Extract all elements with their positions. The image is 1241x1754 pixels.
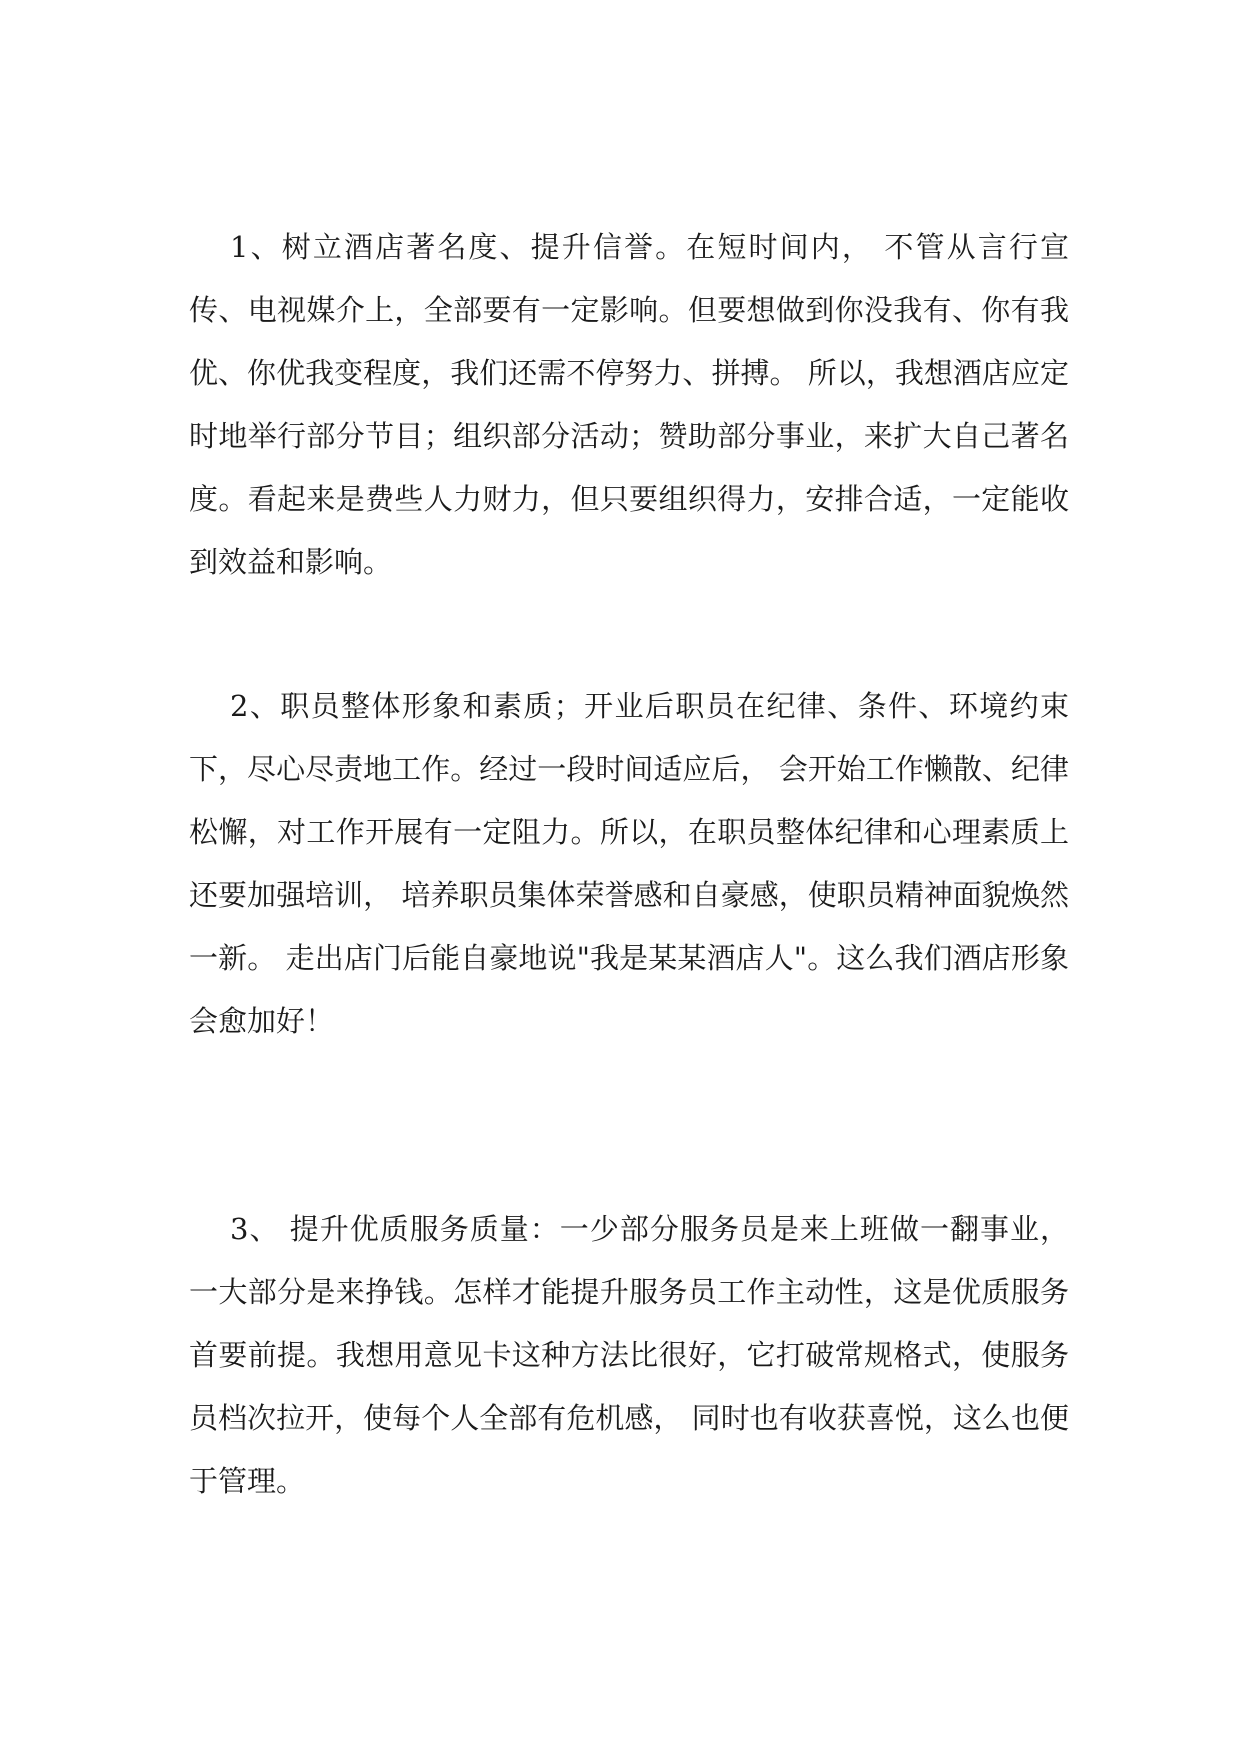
paragraph-2: 2、职员整体形象和素质；开业后职员在纪律、条件、环境约束下，尽心尽责地工作。经过一段时间适应后， 会开始工作懒散、纪律松懈，对工作开展有一定阻力。所以，在职员整体纪律和心理素质上还要加强培训， 培养职员集体荣誉感和自豪感，使职员精神面貌焕然一新。 走出店门后能自豪地说"我是某某酒店人"。这么我们酒店形象会愈加好！ bbox=[189, 689, 1069, 1038]
paragraph-1: 1、树立酒店著名度、提升信誉。在短时间内， 不管从言行宣传、电视媒介上，全部要有一定影响。但要想做到你没我有、你有我优、你优我变程度，我们还需不停努力、拼搏。 所以，我想酒店应定时地举行部分节目；组织部分活动；赞助部分事业，来扩大自己著名度。看起来是费些人力财力，但只要组织得力，安排合适，一定能收到效益和影响。 bbox=[189, 230, 1069, 579]
paragraph-3: 3、 提升优质服务质量：一少部分服务员是来上班做一翻事业，一大部分是来挣钱。怎样才能提升服务员工作主动性，这是优质服务首要前提。我想用意见卡这种方法比很好，它打破常规格式，使服务员档次拉开，使每个人全部有危机感， 同时也有收获喜悦，这么也便于管理。 bbox=[189, 1212, 1069, 1498]
